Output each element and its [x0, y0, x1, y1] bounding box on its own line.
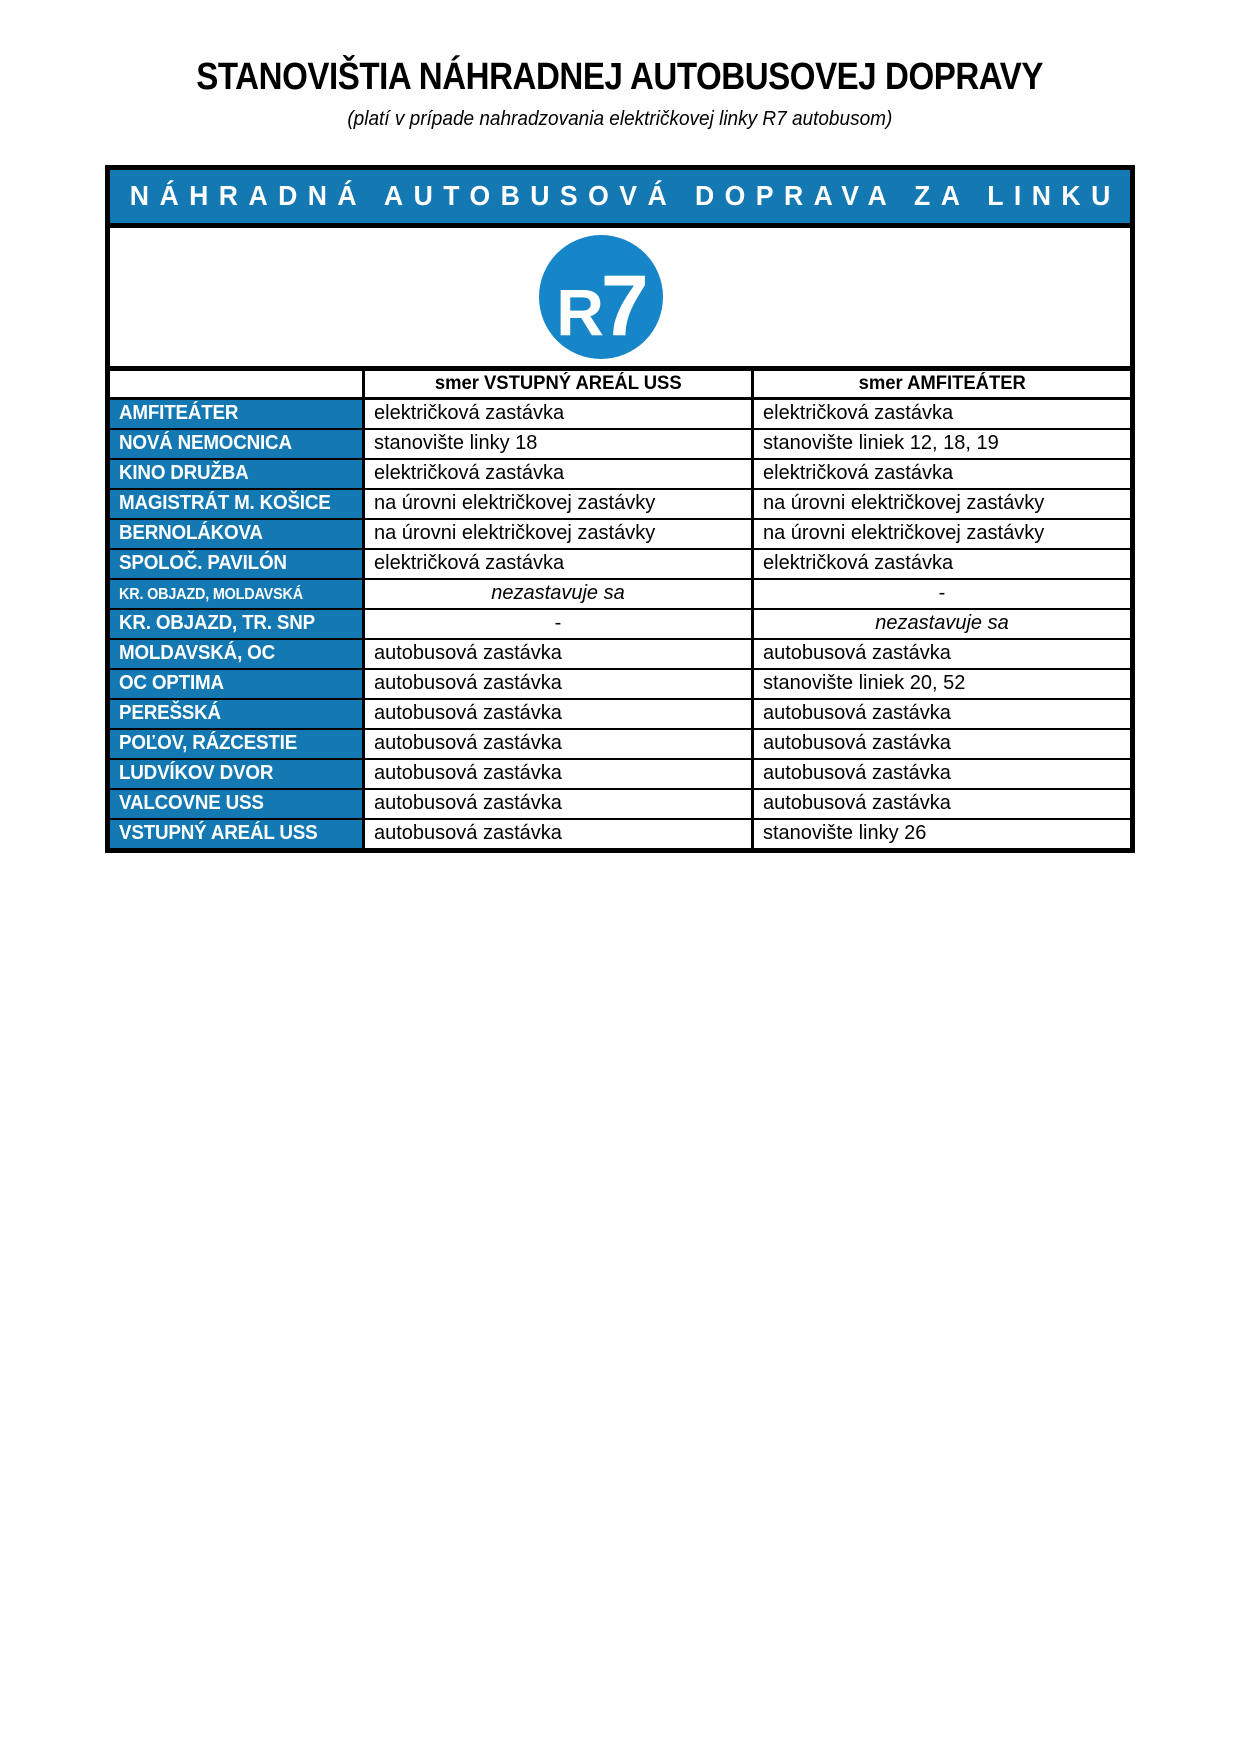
direction-1-cell [364, 699, 753, 729]
direction-2-cell-text: autobusová zastávka [763, 642, 951, 665]
direction-2-cell-text: stanovište liniek 12, 18, 19 [763, 432, 999, 455]
direction-1-cell [364, 489, 753, 519]
line-r7-logo-text [556, 257, 646, 354]
direction-1-cell-text: nezastavuje sa [491, 582, 625, 605]
direction-2-cell [753, 699, 1133, 729]
direction-1-cell-text: električková zastávka [374, 402, 565, 425]
station-cell-text: VSTUPNÝ AREÁL USS [119, 822, 318, 845]
station-cell-text: OC OPTIMA [119, 672, 224, 695]
station-cell [108, 579, 364, 609]
station-cell [108, 519, 364, 549]
direction-1-cell [364, 789, 753, 819]
page-subtitle-text: (platí v prípade nahradzovania električkovej linky R7 autobusom) [347, 107, 893, 130]
replacement-service-banner [105, 165, 1135, 228]
direction-1-cell-text: autobusová zastávka [374, 822, 562, 845]
station-cell-text: BERNOLÁKOVA [119, 522, 263, 545]
direction-2-cell [753, 789, 1133, 819]
station-cell-text: LUDVÍKOV DVOR [119, 762, 274, 785]
direction-1-cell [364, 549, 753, 579]
direction-1-cell-text: autobusová zastávka [374, 672, 562, 695]
table-row [108, 699, 1133, 729]
direction-1-cell [364, 519, 753, 549]
logo-number: 7 [600, 257, 646, 354]
page-title-text: STANOVIŠTIA NÁHRADNEJ AUTOBUSOVEJ DOPRAVY [196, 56, 1044, 98]
header-direction-2-text: smer AMFITEÁTER [858, 372, 1026, 394]
direction-1-cell-text: autobusová zastávka [374, 792, 562, 815]
direction-1-cell-text: autobusová zastávka [374, 762, 562, 785]
table-row [108, 819, 1133, 851]
station-cell-text: MAGISTRÁT M. KOŠICE [119, 492, 331, 515]
table-row [108, 549, 1133, 579]
direction-1-cell [364, 669, 753, 699]
station-cell [108, 429, 364, 459]
notice-frame [105, 165, 1135, 853]
direction-1-cell-text: električková zastávka [374, 552, 565, 575]
direction-2-cell [753, 729, 1133, 759]
station-cell-text: KINO DRUŽBA [119, 462, 249, 485]
direction-2-cell [753, 819, 1133, 851]
direction-2-cell-text: stanovište liniek 20, 52 [763, 672, 966, 695]
direction-2-cell-text: autobusová zastávka [763, 762, 951, 785]
station-cell [108, 819, 364, 851]
direction-1-cell [364, 759, 753, 789]
direction-2-cell-text: autobusová zastávka [763, 792, 951, 815]
station-cell [108, 759, 364, 789]
station-cell-text: SPOLOČ. PAVILÓN [119, 552, 287, 575]
direction-2-cell-text: na úrovni električkovej zastávky [763, 492, 1045, 515]
logo-letter: R [556, 274, 601, 349]
direction-1-cell-text: na úrovni električkovej zastávky [374, 522, 656, 545]
table-row [108, 759, 1133, 789]
station-cell [108, 459, 364, 489]
direction-1-cell-text: - [554, 612, 562, 635]
station-cell [108, 549, 364, 579]
table-row [108, 519, 1133, 549]
direction-2-cell-text: nezastavuje sa [875, 612, 1009, 635]
direction-1-cell [364, 609, 753, 639]
table-row [108, 669, 1133, 699]
station-cell-text: MOLDAVSKÁ, OC [119, 642, 275, 665]
direction-2-cell [753, 519, 1133, 549]
direction-2-cell [753, 459, 1133, 489]
direction-2-cell [753, 639, 1133, 669]
table-row [108, 459, 1133, 489]
station-cell-text: AMFITEÁTER [119, 402, 239, 425]
table-row [108, 609, 1133, 639]
table-row [108, 398, 1133, 429]
direction-2-cell-text: autobusová zastávka [763, 702, 951, 725]
direction-2-cell [753, 549, 1133, 579]
table-row [108, 639, 1133, 669]
station-cell [108, 609, 364, 639]
station-cell [108, 699, 364, 729]
station-cell [108, 398, 364, 429]
table-row [108, 429, 1133, 459]
table-row [108, 789, 1133, 819]
direction-2-cell [753, 669, 1133, 699]
page-title [0, 57, 1240, 99]
station-cell-text: VALCOVNE USS [119, 792, 264, 815]
line-logo-box [105, 228, 1135, 366]
direction-1-cell-text: autobusová zastávka [374, 732, 562, 755]
direction-1-cell-text: električková zastávka [374, 462, 565, 485]
direction-1-cell-text: na úrovni električkovej zastávky [374, 492, 656, 515]
station-cell-text: PEREŠSKÁ [119, 702, 221, 725]
direction-2-cell-text: električková zastávka [763, 462, 954, 485]
direction-2-cell-text: električková zastávka [763, 552, 954, 575]
direction-2-cell [753, 759, 1133, 789]
station-cell [108, 729, 364, 759]
station-cell [108, 789, 364, 819]
direction-2-cell-text: stanovište linky 26 [763, 822, 927, 845]
station-cell [108, 489, 364, 519]
direction-2-cell-text: - [938, 582, 946, 605]
direction-1-cell [364, 429, 753, 459]
direction-1-cell [364, 639, 753, 669]
station-cell-text: NOVÁ NEMOCNICA [119, 432, 292, 455]
direction-2-cell-text: električková zastávka [763, 402, 954, 425]
direction-2-cell-text: autobusová zastávka [763, 732, 951, 755]
table-header-row [108, 368, 1133, 398]
table-row [108, 489, 1133, 519]
station-cell [108, 639, 364, 669]
stops-table [105, 366, 1135, 853]
header-corner-cell [108, 368, 364, 398]
header-direction-1 [364, 368, 753, 398]
direction-2-cell [753, 429, 1133, 459]
header-direction-2 [753, 368, 1133, 398]
station-cell-text: KR. OBJAZD, MOLDAVSKÁ [119, 586, 303, 604]
station-cell-text: KR. OBJAZD, TR. SNP [119, 612, 315, 635]
direction-1-cell-text: autobusová zastávka [374, 642, 562, 665]
station-cell-text: POĽOV, RÁZCESTIE [119, 732, 298, 755]
direction-2-cell [753, 609, 1133, 639]
direction-1-cell [364, 729, 753, 759]
banner-text: NÁHRADNÁ AUTOBUSOVÁ DOPRAVA ZA LINKU [129, 180, 1121, 212]
direction-2-cell [753, 489, 1133, 519]
direction-1-cell [364, 579, 753, 609]
direction-2-cell-text: na úrovni električkovej zastávky [763, 522, 1045, 545]
station-cell [108, 669, 364, 699]
table-row [108, 729, 1133, 759]
direction-1-cell [364, 819, 753, 851]
direction-1-cell [364, 398, 753, 429]
direction-2-cell [753, 398, 1133, 429]
header-direction-1-text: smer VSTUPNÝ AREÁL USS [434, 372, 682, 394]
direction-1-cell-text: autobusová zastávka [374, 702, 562, 725]
direction-1-cell-text: stanovište linky 18 [374, 432, 538, 455]
table-row [108, 579, 1133, 609]
line-r7-logo-icon [539, 235, 663, 359]
direction-2-cell [753, 579, 1133, 609]
page-subtitle [0, 106, 1240, 132]
direction-1-cell [364, 459, 753, 489]
